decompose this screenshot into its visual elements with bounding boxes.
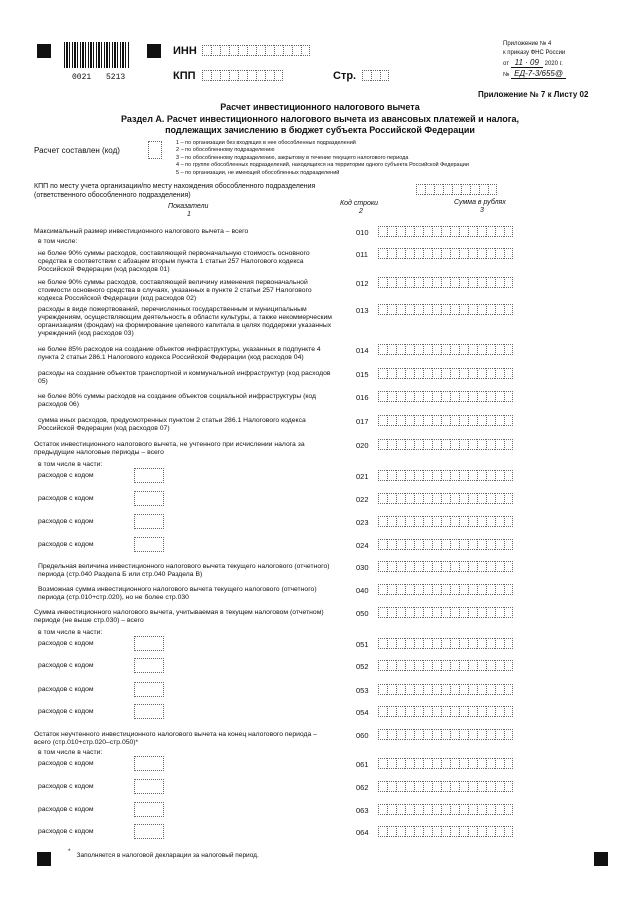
appendix-label: Приложение № 7 к Листу 02 bbox=[478, 90, 589, 99]
row-label: Сумма инвестиционного налогового вычета, учитываемая в текущем налоговом (отчетном) периоде (не выше стр.030) – всего bbox=[34, 609, 324, 624]
amount-cells[interactable] bbox=[378, 226, 513, 237]
kpp-place-label: КПП по месту учета организации/по месту нахождения обособленного подразделения (ответственного обособленного подразделения) bbox=[34, 183, 316, 199]
approval-date: 11 · 09 bbox=[511, 58, 543, 68]
row-label: расходов с кодом bbox=[38, 518, 94, 525]
amount-cells[interactable] bbox=[378, 684, 513, 695]
row-code: 052 bbox=[356, 662, 369, 671]
approval-line-1: Приложение № 4 bbox=[503, 41, 552, 47]
row-label: расходов с кодом bbox=[38, 708, 94, 715]
amount-cells[interactable] bbox=[378, 368, 513, 379]
kpp-place-cells[interactable] bbox=[416, 184, 497, 195]
kpp-label: КПП bbox=[173, 70, 196, 82]
row-code: 060 bbox=[356, 731, 369, 740]
row-label: сумма иных расходов, предусмотренных пунктом 2 статьи 286.1 Налогового кодекса Российской Федерации (код расходов 07) bbox=[38, 417, 306, 432]
amount-cells[interactable] bbox=[378, 781, 513, 792]
amount-cells[interactable] bbox=[378, 804, 513, 815]
row-label: расходов с кодом bbox=[38, 495, 94, 502]
row-label: в том числе в части: bbox=[38, 749, 103, 756]
row-label: в том числе в части: bbox=[38, 461, 103, 468]
row-label: не более 90% суммы расходов, составляющей первоначальную стоимость основного средства в соответствии с абзацем вторым пункта 1 статьи 257 Налогового кодекса Российской Федерации (код расходов 01) bbox=[38, 250, 310, 273]
row-label: Остаток инвестиционного налогового вычета, не учтенного при исчислении налога за предыдущие налоговые периоды – всего bbox=[34, 441, 305, 456]
amount-cells[interactable] bbox=[378, 706, 513, 717]
compiled-code-label: Расчет составлен (код) bbox=[34, 146, 120, 155]
row-label: не более 90% суммы расходов, составляющей величину изменения первоначальной стоимости основного средства в случаях, указанных в пункте 2 статьи 257 Налогового кодекса Российской Федерации (код расходов 02) bbox=[38, 279, 312, 302]
row-code: 020 bbox=[356, 441, 369, 450]
approval-line-3: от 11 · 09 2020 г. bbox=[503, 58, 563, 67]
row-label: в том числе в части: bbox=[38, 629, 103, 636]
row-label: расходов с кодом bbox=[38, 828, 94, 835]
amount-cells[interactable] bbox=[378, 248, 513, 259]
amount-cells[interactable] bbox=[378, 561, 513, 572]
expense-code-field[interactable] bbox=[134, 704, 164, 719]
row-label: Возможная сумма инвестиционного налогового вычета текущего налогового (отчетного) периода (стр.010+стр.020), но не более стр.030 bbox=[38, 586, 317, 601]
approval-block bbox=[503, 40, 566, 80]
row-label: расходов с кодом bbox=[38, 662, 94, 669]
row-code: 016 bbox=[356, 393, 369, 402]
amount-cells[interactable] bbox=[378, 415, 513, 426]
compiled-code-2: 2 – по обособленному подразделению bbox=[176, 147, 275, 154]
row-label: Максимальный размер инвестиционного налогового вычета – всего bbox=[34, 228, 249, 235]
expense-code-field[interactable] bbox=[134, 824, 164, 839]
registration-mark-bottom-left bbox=[37, 852, 51, 866]
kpp-cells[interactable] bbox=[202, 70, 283, 81]
amount-cells[interactable] bbox=[378, 607, 513, 618]
page-label: Стр. bbox=[333, 70, 357, 82]
row-code: 014 bbox=[356, 346, 369, 355]
expense-code-field[interactable] bbox=[134, 756, 164, 771]
amount-cells[interactable] bbox=[378, 439, 513, 450]
row-label: не более 85% расходов на создание объектов инфраструктуры, указанных в подпункте 4 пункта 2 статьи 286.1 Налогового кодекса Российской Федерации (код расходов 04) bbox=[38, 346, 321, 361]
inn-cells[interactable] bbox=[202, 45, 310, 56]
row-code: 017 bbox=[356, 417, 369, 426]
row-label: в том числе: bbox=[38, 238, 78, 245]
amount-cells[interactable] bbox=[378, 729, 513, 740]
row-code: 063 bbox=[356, 806, 369, 815]
expense-code-field[interactable] bbox=[134, 802, 164, 817]
expense-code-field[interactable] bbox=[134, 636, 164, 651]
approval-number: ЕД-7-3/655@ bbox=[511, 69, 566, 79]
row-code: 022 bbox=[356, 495, 369, 504]
row-code: 030 bbox=[356, 563, 369, 572]
amount-cells[interactable] bbox=[378, 584, 513, 595]
registration-mark-bottom-right bbox=[594, 852, 608, 866]
amount-cells[interactable] bbox=[378, 638, 513, 649]
row-code: 051 bbox=[356, 640, 369, 649]
col-header-code-num: 2 bbox=[359, 208, 363, 215]
barcode-number-left: 0021 bbox=[72, 73, 92, 82]
row-code: 021 bbox=[356, 472, 369, 481]
amount-cells[interactable] bbox=[378, 470, 513, 481]
row-label: расходов с кодом bbox=[38, 686, 94, 693]
expense-code-field[interactable] bbox=[134, 537, 164, 552]
row-code: 050 bbox=[356, 609, 369, 618]
col-header-indicators-num: 1 bbox=[187, 211, 191, 218]
expense-code-field[interactable] bbox=[134, 658, 164, 673]
row-label: расходы в виде пожертвований, перечисленных государственным и муниципальным учреждениям, осуществляющим деятельность в области культуры, а также некоммерческим организациям (фондам) на формирование целевого капитала в целях поддержки указанных учреждений (код расходов 03) bbox=[38, 306, 332, 337]
compiled-code-5: 5 – по организации, не имеющей обособленных подразделений bbox=[176, 169, 340, 176]
compiled-code-3: 3 – по обособленному подразделению, закрытому в течение текущего налогового периода bbox=[176, 154, 409, 161]
expense-code-field[interactable] bbox=[134, 779, 164, 794]
barcode-number-right: 5213 bbox=[106, 73, 126, 82]
form-title: Расчет инвестиционного налогового вычета bbox=[220, 102, 420, 112]
compiled-code-1: 1 – по организации без входящих в нее обособленных подразделений bbox=[176, 140, 356, 146]
compiled-code-4: 4 – по группе обособленных подразделений, находящихся на территории одного субъекта Российской Федерации bbox=[176, 162, 469, 169]
row-label: расходов с кодом bbox=[38, 541, 94, 548]
compiled-code-field[interactable] bbox=[148, 141, 162, 159]
amount-cells[interactable] bbox=[378, 304, 513, 315]
col-header-sum-num: 3 bbox=[480, 207, 484, 214]
expense-code-field[interactable] bbox=[134, 514, 164, 529]
expense-code-field[interactable] bbox=[134, 682, 164, 697]
amount-cells[interactable] bbox=[378, 660, 513, 671]
section-title-line-1: Раздел А. Расчет инвестиционного налогового вычета из авансовых платежей и налога, bbox=[121, 114, 519, 124]
approval-line-4: № ЕД-7-3/655@ bbox=[503, 69, 566, 80]
expense-code-field[interactable] bbox=[134, 468, 164, 483]
row-code: 061 bbox=[356, 760, 369, 769]
barcode-image bbox=[64, 42, 130, 68]
section-title-line-2: подлежащих зачислению в бюджет субъекта Российской Федерации bbox=[165, 125, 475, 135]
amount-cells[interactable] bbox=[378, 493, 513, 504]
row-label: расходов с кодом bbox=[38, 783, 94, 790]
amount-cells[interactable] bbox=[378, 516, 513, 527]
registration-mark-top-left bbox=[37, 44, 51, 58]
row-code: 011 bbox=[356, 250, 368, 259]
row-label: расходы на создание объектов транспортной и коммунальной инфраструктур (код расходов 05) bbox=[38, 370, 331, 385]
row-code: 040 bbox=[356, 586, 369, 595]
amount-cells[interactable] bbox=[378, 344, 513, 355]
amount-cells[interactable] bbox=[378, 539, 513, 550]
row-code: 062 bbox=[356, 783, 369, 792]
row-label: расходов с кодом bbox=[38, 472, 94, 479]
registration-mark-top-mid bbox=[147, 44, 161, 58]
amount-cells[interactable] bbox=[378, 826, 513, 837]
row-code: 064 bbox=[356, 828, 369, 837]
row-code: 054 bbox=[356, 708, 369, 717]
row-label: Предельная величина инвестиционного налогового вычета текущего налогового (отчетного) периода (стр.040 Раздела Б или стр.040 Раздела В) bbox=[38, 563, 330, 578]
approval-line-2: к приказу ФНС России bbox=[503, 50, 566, 56]
col-header-sum: Сумма в рублях bbox=[454, 199, 506, 206]
row-label: не более 80% суммы расходов на создание объектов социальной инфраструктуры (код расходов 06) bbox=[38, 393, 317, 408]
amount-cells[interactable] bbox=[378, 277, 513, 288]
expense-code-field[interactable] bbox=[134, 491, 164, 506]
row-label: расходов с кодом bbox=[38, 806, 94, 813]
row-code: 053 bbox=[356, 686, 369, 695]
amount-cells[interactable] bbox=[378, 391, 513, 402]
row-code: 012 bbox=[356, 279, 369, 288]
row-code: 024 bbox=[356, 541, 369, 550]
row-label: расходов с кодом bbox=[38, 760, 94, 767]
page-cells[interactable] bbox=[362, 70, 389, 81]
compiled-code-list bbox=[176, 140, 469, 177]
row-code: 010 bbox=[356, 228, 369, 237]
row-code: 015 bbox=[356, 370, 369, 379]
row-label: Остаток неучтенного инвестиционного налогового вычета на конец налогового периода – всего (стр.010+стр.020–стр.050)* bbox=[34, 731, 317, 746]
col-header-indicators: Показатели bbox=[168, 203, 209, 210]
row-label: расходов с кодом bbox=[38, 640, 94, 647]
footnote: *Заполняется в налоговой декларации за налоговый период. bbox=[68, 848, 259, 859]
col-header-code: Код строки bbox=[340, 200, 379, 207]
inn-label: ИНН bbox=[173, 45, 197, 57]
row-code: 013 bbox=[356, 306, 369, 315]
amount-cells[interactable] bbox=[378, 758, 513, 769]
row-code: 023 bbox=[356, 518, 369, 527]
